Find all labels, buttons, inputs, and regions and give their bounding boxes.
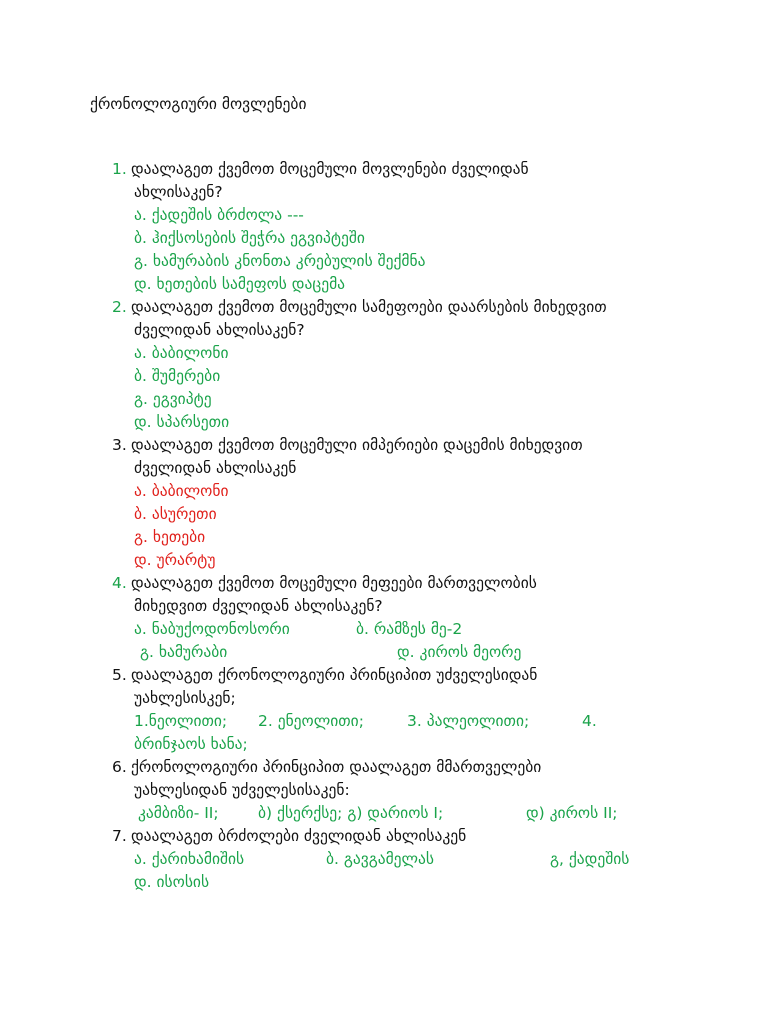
- answer-option: 2. ენეოლითი;: [258, 712, 364, 730]
- question-text-cont: ძველიდან ახლისაკენ: [134, 459, 297, 477]
- answer-option: 1.ნეოლითი;: [134, 712, 228, 730]
- answer-option: კამბიზი- II;: [138, 804, 219, 822]
- question-text: დაალაგეთ ქვემოთ მოცემული სამეფოები დაარსების მიხედვით: [130, 298, 607, 316]
- answer-option: დ. ურარტუ: [134, 551, 216, 569]
- question-number: 1.: [112, 160, 127, 178]
- page-title: ქრონოლოგიური მოვლენები: [90, 95, 307, 113]
- answer-option: გ. ხამურაბი: [140, 643, 228, 661]
- answer-row: [112, 848, 712, 871]
- question-number: 5.: [112, 666, 127, 684]
- question-1: [112, 158, 712, 296]
- answer-option: ბ. ჰიქსოსების შეჭრა ეგვიპტეში: [134, 229, 365, 247]
- question-text-cont: მიხედვით ძველიდან ახლისაკენ?: [134, 597, 383, 615]
- answer-option: ა. ნაბუქოდონოსორი: [134, 620, 290, 638]
- question-number: 6.: [112, 758, 127, 776]
- answer-option: დ. ისოსის: [134, 873, 210, 891]
- answer-row: [112, 618, 712, 641]
- question-text: დაალაგეთ ქვემოთ მოცემული იმპერიები დაცემის მიხედვით: [130, 436, 583, 454]
- question-text-cont: უახლესისკენ;: [134, 689, 236, 707]
- answer-option: ბ. შუმერები: [134, 367, 221, 385]
- question-4: [112, 572, 712, 664]
- answer-option: ა. ბაბილონი: [134, 482, 229, 500]
- answer-option: დ. კიროს მეორე: [397, 643, 522, 661]
- answer-option: გ. ხამურაბის კნონთა კრებულის შექმნა: [134, 252, 426, 270]
- question-number: 3.: [112, 436, 127, 454]
- answer-option: ა. ქარიხამიშის: [134, 850, 245, 868]
- question-number: 4.: [112, 574, 127, 592]
- question-7: [112, 825, 712, 894]
- answer-option: ბ) ქსერქსე; გ) დარიოს I;: [258, 804, 444, 822]
- question-text: დაალაგეთ ქრონოლოგიური პრინციპით უძველესიდან: [130, 666, 538, 684]
- question-text-cont: ძველიდან ახლისაკენ?: [134, 321, 305, 339]
- question-text: დაალაგეთ ბრძოლები ძველიდან ახლისაკენ: [130, 827, 467, 845]
- question-5: [112, 664, 712, 756]
- answer-option: ბ. ასურეთი: [134, 505, 217, 523]
- question-text: ქრონოლოგიური პრინციპით დაალაგეთ მმართველები: [130, 758, 542, 776]
- question-2: [112, 296, 712, 434]
- question-6: [112, 756, 712, 825]
- answer-row: [112, 641, 712, 664]
- answer-option: 3. პალეოლითი;: [407, 712, 530, 730]
- answer-option: დ) კიროს II;: [526, 804, 618, 822]
- question-number: 7.: [112, 827, 127, 845]
- answer-option: ბ. გავგამელას: [326, 850, 435, 868]
- answer-option: გ, ქადეშის: [550, 850, 630, 868]
- answer-option: გ. ხეთები: [134, 528, 206, 546]
- answer-option: ბ. რამზეს მე-2: [356, 620, 463, 638]
- answer-option: ბრინჯაოს ხანა;: [134, 735, 248, 753]
- answer-option: გ. ეგვიპტე: [134, 390, 212, 408]
- answer-option: 4.: [582, 712, 597, 730]
- question-text: დაალაგეთ ქვემოთ მოცემული მეფეები მართველობის: [130, 574, 537, 592]
- question-list: [112, 158, 712, 894]
- answer-row: [112, 802, 712, 825]
- question-text-cont: ახლისაკენ?: [134, 183, 223, 201]
- question-text: დაალაგეთ ქვემოთ მოცემული მოვლენები ძველიდან: [130, 160, 529, 178]
- answer-option: ა. ბაბილონი: [134, 344, 229, 362]
- answer-option: დ. ხეთების სამეფოს დაცემა: [134, 275, 346, 293]
- answer-row: [112, 710, 712, 733]
- question-3: [112, 434, 712, 572]
- answer-option: ა. ქადეშის ბრძოლა ---: [134, 206, 304, 224]
- question-number: 2.: [112, 298, 127, 316]
- answer-option: დ. სპარსეთი: [134, 413, 230, 431]
- question-text-cont: უახლესიდან უძველესისაკენ:: [134, 781, 350, 799]
